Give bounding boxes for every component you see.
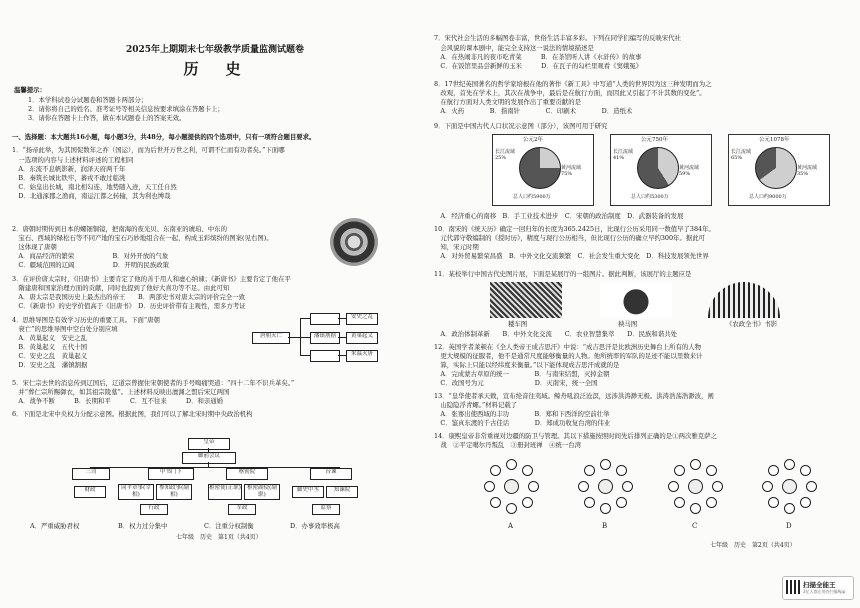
question-line: A．战争不断 B．长期和平 C．互不往来 D．和亲通婚 xyxy=(12,397,224,405)
question-line: 隋建唐和国家治理方面的贡献，同时也提到了他好大喜功等不足。由此可知 xyxy=(12,284,230,292)
org-sub: 行政 xyxy=(140,504,168,515)
arrangement xyxy=(572,456,638,516)
circle-node xyxy=(484,481,495,492)
question-line: A．完成蒙古草原的统一 B．与南宋结盟，灭掉金朝 xyxy=(434,370,610,378)
circle-node xyxy=(616,497,627,508)
mindmap-leaf: 朱温灭唐 xyxy=(346,350,378,362)
question-line: C．疆域范围的辽阔 D．开明的民族政策 xyxy=(12,261,169,269)
question-line: 山隐隐浮青螺。”材料记载了 xyxy=(434,401,518,409)
question-line: 5．宋仁宗去世的消息传到辽国后，辽道宗曾握住宋朝使者的手号啕痛哭道：“四十二年不识兵革矣。” xyxy=(12,379,295,387)
mindmap-node: 藩镇割据 xyxy=(310,332,340,344)
pie-north-label: 黄河流域 59% xyxy=(679,165,700,177)
option: B．权力过分集中 xyxy=(118,522,168,530)
mindmap-center: 唐朝灭亡 xyxy=(252,332,290,344)
org-sub: 参知政事(副相) xyxy=(156,484,192,500)
circle-center xyxy=(782,479,797,494)
pie-pop: 总人口约5900万 xyxy=(513,194,551,200)
mindmap-blank xyxy=(310,350,340,362)
option: D．办事效率极高 xyxy=(290,522,340,530)
question-line: 改观，首先在学术上，其次在战争中，最后是在航行方面，而因此又引起了不计其数的变化”。 xyxy=(434,89,706,97)
pie-pop: 总人口约9000万 xyxy=(749,194,787,200)
circle-node xyxy=(506,459,517,470)
picture xyxy=(490,282,562,318)
question-line: A．对外贸易繁荣昌盛 B．中外文化交流频繁 C．社会发生重大变化 D．科技发展领先世界 xyxy=(434,252,709,260)
pie-era: 公元2年 xyxy=(523,137,543,143)
arrangement xyxy=(756,456,822,516)
page-2 xyxy=(430,0,860,608)
circle-node xyxy=(622,481,633,492)
circle-node xyxy=(616,465,627,476)
circle-node xyxy=(506,503,517,514)
page-footer: 七年级 历史 第2页（共4页） xyxy=(710,542,796,549)
org-sub: 御史中丞 xyxy=(292,486,324,498)
pie-chart xyxy=(637,147,679,189)
circle-node xyxy=(768,497,779,508)
option-label: C xyxy=(692,522,698,530)
question-line: 宝石、西域的绿松石等不同产地的宝石巧妙地组合在一起，构成玉彩缤纷的图案(见右图)。 xyxy=(12,234,273,242)
circle-node xyxy=(584,465,595,476)
option-label: B xyxy=(602,522,608,530)
question-line: 3．在评价唐太宗时，《旧唐书》主要肯定了他的善于用人和虚心纳谏；《新唐书》主要肯定了他在平 xyxy=(12,275,291,283)
pie-south-label: 长江流域 25% xyxy=(495,149,516,161)
picture-caption: 秧马图 xyxy=(618,320,638,328)
question-line: 8．17世纪英国著名的哲学家培根在他的著作《新工具》中写道“人类的世界因为这三种发明而为之 xyxy=(434,80,712,88)
option: A．严重威胁君权 xyxy=(30,522,80,530)
circle-node xyxy=(490,465,501,476)
picture-caption: 耧车图 xyxy=(508,320,528,328)
org-dept: 中书门下 xyxy=(148,468,194,480)
pie-chart xyxy=(519,147,561,189)
question-line: 6．下面是北宋中央权力分配示意图。根据此图，我们可以了解北宋时期中央政治机构 xyxy=(12,410,253,418)
circle-center xyxy=(504,479,519,494)
org-dept: 三司 xyxy=(72,468,110,480)
question-line: C．改国号为元 D．灭南宋，统一全国 xyxy=(434,379,598,387)
option: C．注重分权制衡 xyxy=(204,522,254,530)
org-sub: 监察 xyxy=(312,504,340,515)
question-line: 衰亡”的思维导图中空白处分别应填 xyxy=(12,325,118,333)
question-line: A．东流不息帆影新，润泽天府两千年 xyxy=(12,165,126,173)
badge-sub: 3亿人都在用的扫描App xyxy=(803,589,846,594)
question-line: D．北通涿郡之渔商，南运江都之转输，其为利也博哉 xyxy=(12,192,171,200)
circle-node xyxy=(522,465,533,476)
org-sub: 知谏院 xyxy=(326,486,358,498)
circle-node xyxy=(600,459,611,470)
org-dept: 枢密院 xyxy=(226,468,268,480)
question-line: C．安史之乱 黄巢起义 xyxy=(12,352,88,360)
org-sub: 财政 xyxy=(74,486,106,498)
pie-south-label: 长江流域 41% xyxy=(613,149,634,161)
question-line: A．唐太宗是我国历史上最杰出的帝王 B．两部史书对唐太宗的评价完全一致 xyxy=(12,293,245,301)
exam-subject: 历 史 xyxy=(183,60,247,78)
section-heading: 一、选择题：本大题共16小题，每小题3分，共48分，每小题提供的四个选项中，只有一项符合题目要求。 xyxy=(12,133,316,141)
notice-item: 3．请你在答题卡上作答，做在本试题卷上的答案无效。 xyxy=(28,114,186,122)
pie-panel xyxy=(610,134,712,206)
question-line: 元代郭守敬编制的《授时历》，精度与现行公历相当，但比现行公历的确立早约300年。据此可 xyxy=(434,234,706,242)
question-line: 知，宋元时期 xyxy=(434,243,479,251)
question-line: C．鉴真东渡的千古佳话 D．郑成功收复台湾的伟业 xyxy=(434,419,611,427)
badge-name: 扫描全能王 xyxy=(803,581,836,589)
pie-panel xyxy=(728,134,830,206)
circle-node xyxy=(690,503,701,514)
arrangement xyxy=(662,456,728,516)
pie-era: 公元1078年 xyxy=(759,137,790,143)
pie-north-label: 黄河流域 75% xyxy=(561,165,582,177)
question-line: 算，实际上只能以经纬度来衡量。”以下能体现成吉思汗成就的是 xyxy=(434,361,620,369)
pie-pop: 总人口约5300万 xyxy=(631,194,669,200)
question-line: 7．宋代社会生活的多幅图卷丰富，世俗生活丰富多彩。下列在同学们编写的反映宋代社 xyxy=(434,34,681,42)
question-line: 2．唐朝时期传到日本的螺钿铜镜，把南海的夜光贝、东南亚的琥珀、中东的 xyxy=(12,225,227,233)
question-line: A．商品经济的繁荣 B．对外开放的气象 xyxy=(12,252,169,260)
option-label: A xyxy=(508,522,514,530)
circle-node xyxy=(784,503,795,514)
circle-node xyxy=(668,481,679,492)
question-line: A．火药 B．指南针 C．印刷术 D．造纸术 xyxy=(434,107,633,115)
picture xyxy=(708,282,780,318)
circle-node xyxy=(806,481,817,492)
mindmap-leaf: 安史之乱 xyxy=(346,313,378,325)
circle-node xyxy=(690,459,701,470)
circle-node xyxy=(706,465,717,476)
org-council: 御前会议 xyxy=(182,452,236,464)
bronze-mirror-image xyxy=(330,218,378,266)
circle-node xyxy=(762,481,773,492)
scanner-badge xyxy=(782,576,854,600)
question-line: 这体现了唐朝 xyxy=(12,243,57,251)
question-line: 在航行方面对人类文明的发展作出了重要贡献的是 xyxy=(434,98,581,106)
circle-node xyxy=(768,465,779,476)
pie-north-label: 黄河流域 35% xyxy=(797,165,818,177)
circle-node xyxy=(584,497,595,508)
question-line: 更大规模的征服者，他不是通常尺度能够衡量的人物。他所统率的军队的足迹不能以里数来计 xyxy=(434,352,703,360)
circle-center xyxy=(688,479,703,494)
pie-south-label: 长江流域 65% xyxy=(731,149,752,161)
org-dept: 台谏 xyxy=(310,468,352,480)
question-line: C．始皇出长城，南北相勾连，地势随入迹，天工任自然 xyxy=(12,183,177,191)
question-line: D．安史之乱 藩镇割据 xyxy=(12,361,88,369)
question-line: 14．康熙皇帝非常重视对边疆的防卫与管理。其以下措施按照时间先后排列正确的是①两次雅克萨之 xyxy=(434,432,717,440)
question-line: 1．“扬帝此举，为其国促数年之祚（国运），而为后世开万世之利，可谓不仁而有功者矣。”下面哪 xyxy=(12,146,285,154)
org-sub: 同平章事(宰相) xyxy=(118,484,154,500)
question-line: 12．英国学者莱顿在《全人类帝王成吉思汗》中说：“成吉思汗是比欧洲历史舞台上所有的人物 xyxy=(434,343,702,351)
question-line: 并“葬仁宗所赐御衣，如其祖宗陵墓”。上述材料反映出澶渊之盟后宋辽两国 xyxy=(12,388,230,396)
arrangement xyxy=(478,456,544,516)
option-label: D xyxy=(786,522,792,530)
circle-node xyxy=(522,497,533,508)
question-line: 会风貌的课本剧中，能完全支持这一说法的情境描述是 xyxy=(434,44,594,52)
circle-node xyxy=(800,497,811,508)
circle-node xyxy=(600,503,611,514)
circle-node xyxy=(578,481,589,492)
page-footer: 七年级 历史 第1页（共4页） xyxy=(176,534,262,541)
circle-center xyxy=(598,479,613,494)
question-line: A．政治体制革新 B．中外文化交流 C．农业智慧集萃 D．民族和谐共处 xyxy=(434,330,677,338)
circle-node xyxy=(490,497,501,508)
org-emperor: 皇帝 xyxy=(188,438,230,450)
mindmap-blank xyxy=(310,313,340,325)
exam-title: 2025年上期期末七年级教学质量监测试题卷 xyxy=(125,45,305,55)
circle-node xyxy=(674,465,685,476)
question-line: B．秦筑长城比铁牢，蕃戎不敢过临洮 xyxy=(12,174,126,182)
notice-item: 1．本学科试卷分试题卷和答题卡两部分； xyxy=(28,96,148,104)
question-line: 4．思维导图是有效学习历史的重要工具。下面“唐朝 xyxy=(12,316,160,324)
question-line: 9．下面是中国古代人口状况示意图（部分），该图可用于研究 xyxy=(434,122,608,130)
circle-node xyxy=(706,497,717,508)
question-line: A．黄巢起义 安史之乱 xyxy=(12,334,87,342)
circle-node xyxy=(674,497,685,508)
question-line: C．在饭馆里品尝新鲜的玉米 D．在瓦子的勾栏里观看《窦娥冤》 xyxy=(434,62,643,70)
question-line: B．黄巢起义 五代十国 xyxy=(12,343,87,351)
picture-caption: 《农政全书》书影 xyxy=(726,320,778,328)
pie-chart xyxy=(755,147,797,189)
picture xyxy=(600,282,672,318)
question-line: 13．“皇华使者承天敕，宣布纶音往夷域。鲸舟吼浪泛沧溟，远涉洪涛渺无极。洪涛浩荡浩渺波，阐 xyxy=(434,392,714,400)
question-line: 一选项的内容与上述材料评述的工程相同 xyxy=(12,156,134,164)
circle-node xyxy=(528,481,539,492)
question-line: A．经济重心的南移 B．手工业技术进步 C．宋朝的政治制度 D．武器装备的发展 xyxy=(434,212,684,220)
question-line: A．张骞出使西域的丰功 B．郑和下西洋的空前壮举 xyxy=(434,410,610,418)
qr-code-icon xyxy=(786,580,800,594)
org-sub: 军政 xyxy=(228,504,256,515)
mindmap-leaf: 黄巢起义 xyxy=(346,332,378,344)
org-sub: 枢密副使(副职) xyxy=(244,484,280,500)
notice-heading: 温馨提示： xyxy=(14,86,46,94)
notice-item: 2．请你将自己的姓名、准考证号等相关信息按要求填涂在答题卡上； xyxy=(28,105,224,113)
circle-node xyxy=(800,465,811,476)
question-line: A．在热闹非凡的夜市吃青菜 B．在茶馆听人讲《水浒传》的故事 xyxy=(434,53,642,61)
circle-node xyxy=(784,459,795,470)
circle-node xyxy=(712,481,723,492)
pie-era: 公元750年 xyxy=(641,137,668,143)
org-sub: 枢密使(正职) xyxy=(208,484,242,500)
question-line: C．《新唐书》的史学价值高于《旧唐书》 D．历史评价带有主观性，需多方考证 xyxy=(12,302,246,310)
question-line: 战 ②平定噶尔丹叛乱 ③册封班禅 ④统一台湾 xyxy=(434,441,581,449)
pie-panel xyxy=(492,134,594,206)
question-line: 11．某校举行中国古代史图片展，下面是某展厅的一组图片。据此判断，该展厅的主题应是 xyxy=(434,270,692,278)
question-line: 10．南宋的《统天历》确定一回归年的长度为365.2425日，比现行公历采用同一数值早了384年。 xyxy=(434,225,715,233)
